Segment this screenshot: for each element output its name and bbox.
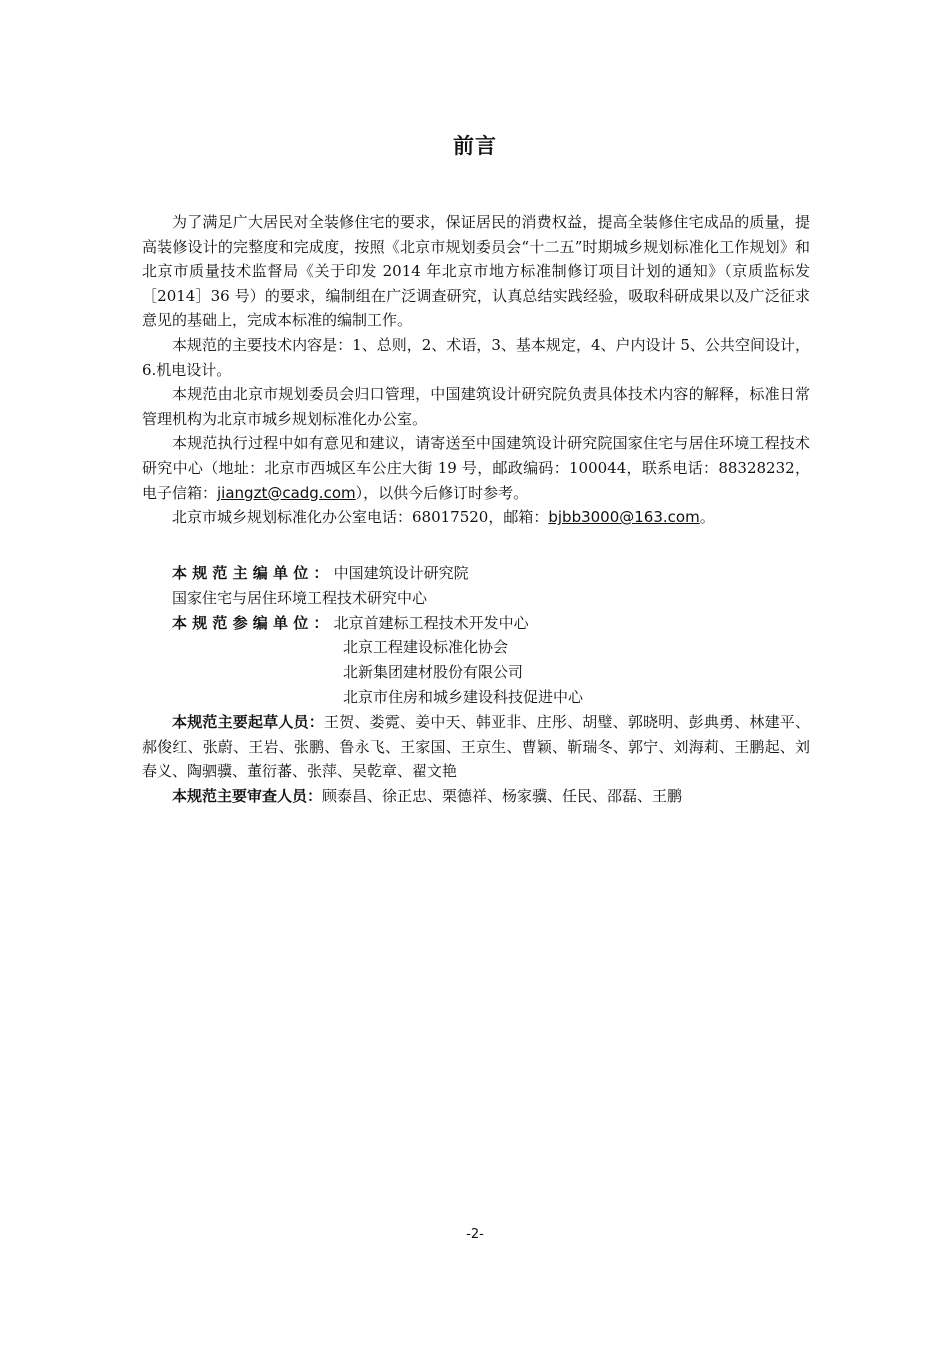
participant-unit: 北京首建标工程技术开发中心 bbox=[333, 613, 529, 632]
feedback-email-link[interactable]: jiangzt@cadg.com bbox=[217, 483, 356, 502]
reviewers-paragraph bbox=[142, 784, 810, 809]
participant-row bbox=[142, 611, 810, 636]
chief-editor-unit: 中国建筑设计研究院 bbox=[333, 564, 469, 582]
chief-editor-unit-row bbox=[142, 586, 810, 611]
reviewers-list: 顾泰昌、徐正忠、栗德祥、杨家骥、任民、邵磊、王鹏 bbox=[322, 787, 683, 806]
page-title: 前言 bbox=[453, 134, 497, 158]
office-contact-text: 北京市城乡规划标准化办公室电话：68017520，邮箱： bbox=[172, 508, 549, 527]
participant-unit: 北京工程建设标准化协会 bbox=[343, 638, 509, 657]
chief-editor-label: 本规范主编单位： bbox=[172, 564, 334, 582]
chief-editor-row bbox=[142, 561, 810, 586]
participant-unit-row bbox=[142, 660, 810, 685]
participant-unit: 北京市住房和城乡建设科技促进中心 bbox=[343, 687, 584, 706]
participant-label: 本规范参编单位： bbox=[172, 613, 334, 632]
feedback-text: 本规范执行过程中如有意见和建议，请寄送至中国建筑设计研究院国家住宅与居住环境工程技术研究中心（地址：北京市西城区车公庄大街 19 号，邮政编码：100044，联系电话：88328232，电子信箱： bbox=[142, 434, 810, 502]
paragraph-office-contact bbox=[142, 505, 810, 530]
paragraph-purpose: 为了满足广大居民对全装修住宅的要求，保证居民的消费权益，提高全装修住宅成品的质量，提高装修设计的完整度和完成度，按照《北京市规划委员会“十二五”时期城乡规划标准化工作规划》和北京市质量技术监督局《关于印发 2014 年北京市地方标准制修订项目计划的通知》（京质监标发［2014］36 号）的要求，编制组在广泛调查研究，认真总结实践经验，吸取科研成果以及广泛征求意见的基础上，完成本标准的编制工作。 bbox=[142, 213, 810, 330]
paragraph-contents: 本规范的主要技术内容是：1、总则，2、术语，3、基本规定，4、户内设计 5、公共空间设计，6.机电设计。 bbox=[142, 335, 810, 379]
drafters-list: 王贺、娄霓、姜中天、韩亚非、庄彤、胡璧、郭晓明、彭典勇、林建平、郝俊红、张蔚、王岩、张鹏、鲁永飞、王家国、王京生、曹颖、靳瑞冬、郭宁、刘海莉、王鹏起、刘春义、陶驷骥、董衍蕃、张萍、吴乾章、翟文艳 bbox=[142, 712, 810, 781]
paragraph-management: 本规范由北京市规划委员会归口管理，中国建筑设计研究院负责具体技术内容的解释，标准日常管理机构为北京市城乡规划标准化办公室。 bbox=[142, 385, 810, 428]
foreword-body bbox=[142, 210, 810, 530]
chief-editor-unit: 国家住宅与居住环境工程技术研究中心 bbox=[172, 588, 428, 607]
credits-section bbox=[142, 561, 810, 809]
reviewers-label: 本规范主要审查人员： bbox=[172, 787, 323, 806]
participant-unit: 北新集团建材股份有限公司 bbox=[343, 663, 524, 682]
page-number: -2- bbox=[466, 1227, 484, 1242]
feedback-text-end: ），以供今后修订时参考。 bbox=[355, 483, 529, 502]
office-email-link[interactable]: bjbb3000@163.com bbox=[548, 508, 700, 527]
office-contact-text-end: 。 bbox=[699, 508, 715, 527]
drafters-label: 本规范主要起草人员： bbox=[172, 712, 324, 731]
participant-unit-row bbox=[142, 685, 810, 710]
participant-unit-row bbox=[142, 635, 810, 660]
paragraph-feedback bbox=[142, 431, 810, 505]
drafters-paragraph bbox=[142, 710, 810, 784]
